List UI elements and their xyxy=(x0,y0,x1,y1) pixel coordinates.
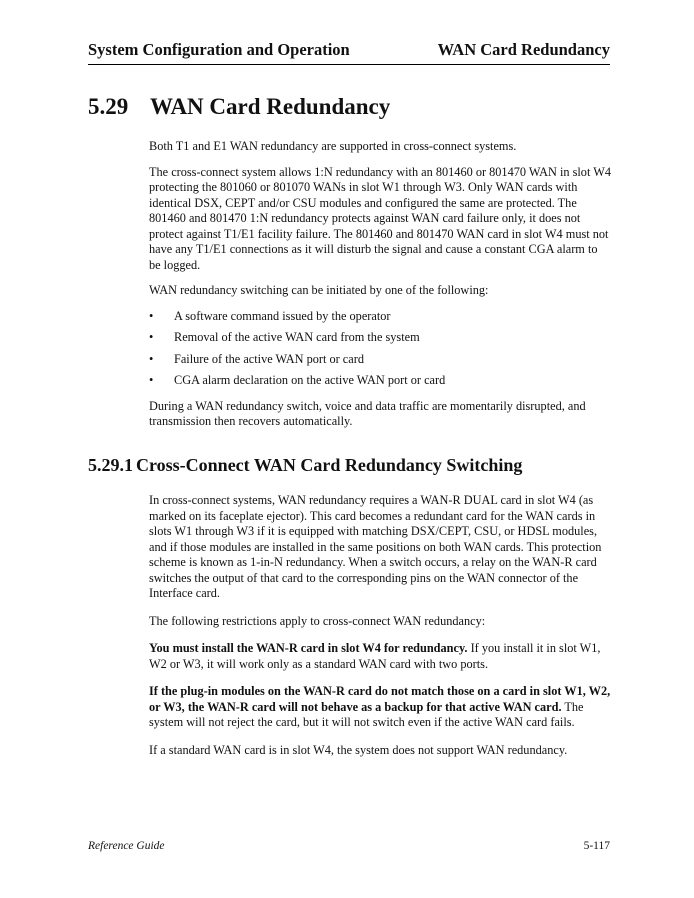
paragraph: The cross-connect system allows 1:N redundancy with an 801460 or 801470 WAN in slot W4 protecting the 801060 or 801070 WANs in slot W1 through W3. Only WAN cards with identical DSX, CEPT and/or CSU modules and configured the same are protected. The 801460 and 801470 1:N redundancy protects against WAN card failure only, it does not protect against T1/E1 facility failure. The 801460 and 801470 WAN card in slot W4 must not have any T1/E1 connections as it will disturb the signal and cause a constant CGA alarm to be logged. xyxy=(149,164,611,272)
subsection-body xyxy=(149,493,611,758)
page-header xyxy=(88,40,610,65)
restriction-paragraph xyxy=(149,684,611,731)
paragraph: WAN redundancy switching can be initiated by one of the following: xyxy=(149,283,489,297)
list-item-text: CGA alarm declaration on the active WAN port or card xyxy=(174,373,446,387)
restriction-emphasis: You must install the WAN-R card in slot W4 for redundancy. xyxy=(149,641,468,655)
list-item xyxy=(149,352,611,368)
section-heading xyxy=(88,94,390,120)
list-item-text: Failure of the active WAN port or card xyxy=(174,351,364,366)
bullet-icon: • xyxy=(149,373,154,387)
header-chapter-title: System Configuration and Operation xyxy=(88,40,350,59)
list-item-text: Removal of the active WAN card from the system xyxy=(174,330,420,344)
footer-document-title: Reference Guide xyxy=(88,840,165,852)
section-title: WAN Card Redundancy xyxy=(150,94,391,119)
bullet-list xyxy=(149,309,611,389)
subsection-title: Cross-Connect WAN Card Redundancy Switching xyxy=(136,455,523,475)
restriction-text: The system will not reject the card, but it will not switch even if the active WAN card fails. xyxy=(149,699,584,729)
page-number: 5-117 xyxy=(583,840,610,852)
paragraph: If a standard WAN card is in slot W4, the system does not support WAN redundancy. xyxy=(149,742,568,757)
restriction-text: If you install it in slot W1, W2 or W3, it will work only as a standard WAN card with two ports. xyxy=(149,641,601,671)
restriction-paragraph xyxy=(149,641,611,672)
subsection-number: 5.29.1 xyxy=(88,455,133,475)
list-item xyxy=(149,373,611,389)
paragraph: During a WAN redundancy switch, voice and data traffic are momentarily disrupted, and transmission then recovers automatically. xyxy=(149,398,586,428)
bullet-icon: • xyxy=(149,330,154,344)
list-item xyxy=(149,330,611,346)
list-item-text: A software command issued by the operator xyxy=(174,308,391,323)
section-number: 5.29 xyxy=(88,94,129,119)
subsection-heading xyxy=(88,455,522,476)
paragraph: In cross-connect systems, WAN redundancy requires a WAN-R DUAL card in slot W4 (as marked on its faceplate ejector). This card becomes a redundant card for the WAN cards in slots W1 through W3 if it is equipped with matching DSX/CEPT, CSU, or HDSL modules, and if those modules are installed in the same positions on both WAN cards. This protection scheme is known as 1-in-N redundancy. When a switch occurs, a relay on the WAN-R card switches the output of that card to the corresponding pins on the WAN connector of the Interface card. xyxy=(149,493,602,600)
restriction-emphasis: If the plug-in modules on the WAN-R card do not match those on a card in slot W1, W2, or W3, the WAN-R card will not behave as a backup for that active WAN card. xyxy=(149,684,611,714)
header-section-title: WAN Card Redundancy xyxy=(437,40,610,59)
list-item xyxy=(149,309,611,325)
bullet-icon: • xyxy=(149,308,154,323)
paragraph: Both T1 and E1 WAN redundancy are supported in cross-connect systems. xyxy=(149,139,517,153)
paragraph: The following restrictions apply to cross-connect WAN redundancy: xyxy=(149,613,486,628)
bullet-icon: • xyxy=(149,351,154,366)
section-body xyxy=(149,139,611,430)
